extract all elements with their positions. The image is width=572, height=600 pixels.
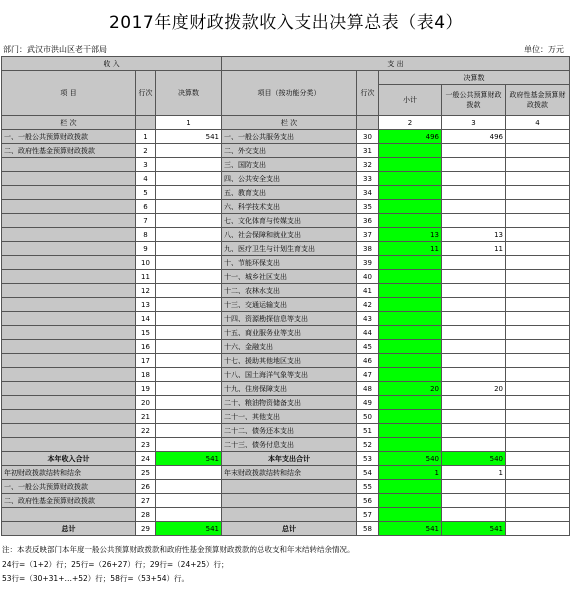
expense-fund-budget xyxy=(506,228,570,242)
expense-fund-budget xyxy=(506,354,570,368)
expense-general-budget: 13 xyxy=(442,228,506,242)
table-row xyxy=(2,144,570,158)
income-item xyxy=(2,298,136,312)
income-total-label: 本年收入合计 xyxy=(2,452,136,466)
expense-subtotal: 11 xyxy=(379,242,442,256)
table-row xyxy=(2,340,570,354)
expense-line-no: 37 xyxy=(357,228,379,242)
income-amount xyxy=(156,242,222,256)
income-line-no: 18 xyxy=(136,368,156,382)
table-row xyxy=(2,200,570,214)
expense-subtotal xyxy=(379,298,442,312)
expense-fund-budget xyxy=(506,438,570,452)
expense-line-header: 行次 xyxy=(357,71,379,116)
expense-item: 十九、住房保障支出 xyxy=(222,382,357,396)
expense-line-no: 36 xyxy=(357,214,379,228)
table-row xyxy=(2,214,570,228)
income-line-no: 17 xyxy=(136,354,156,368)
table-row xyxy=(2,186,570,200)
expense-fund-budget xyxy=(506,396,570,410)
income-amount xyxy=(156,172,222,186)
expense-fund-budget xyxy=(506,200,570,214)
expense-subtotal xyxy=(379,172,442,186)
expense-subtotal xyxy=(379,424,442,438)
expense-fund-budget xyxy=(506,284,570,298)
income-item xyxy=(2,438,136,452)
expense-general-budget xyxy=(442,438,506,452)
report-title: 2017年度财政拨款收入支出决算总表（表4） xyxy=(108,13,464,33)
table-row xyxy=(2,480,570,494)
income-line-no: 27 xyxy=(136,494,156,508)
table-row xyxy=(2,424,570,438)
table-row xyxy=(2,326,570,340)
income-item xyxy=(2,354,136,368)
income-line-no: 14 xyxy=(136,312,156,326)
expense-line-no: 41 xyxy=(357,284,379,298)
table-row xyxy=(2,396,570,410)
expense-line-no: 52 xyxy=(357,438,379,452)
expense-general-budget xyxy=(442,298,506,312)
expense-subtotal xyxy=(379,410,442,424)
income-item xyxy=(2,424,136,438)
income-item: 一、一般公共预算财政拨款 xyxy=(2,130,136,144)
income-item: 年初财政拨款结转和结余 xyxy=(2,466,136,480)
income-amount xyxy=(156,214,222,228)
expense-general-budget xyxy=(442,172,506,186)
expense-fund-budget xyxy=(506,424,570,438)
expense-line-no: 35 xyxy=(357,200,379,214)
expense-subtotal xyxy=(379,494,442,508)
expense-item xyxy=(222,480,357,494)
expense-fund-budget xyxy=(506,256,570,270)
expense-header: 支 出 xyxy=(222,57,570,71)
expense-item: 十一、城乡社区支出 xyxy=(222,270,357,284)
expense-general-budget xyxy=(442,214,506,228)
grand-total-line-no: 58 xyxy=(357,522,379,536)
expense-fund-budget xyxy=(506,130,570,144)
expense-general-budget xyxy=(442,270,506,284)
income-line-no: 5 xyxy=(136,186,156,200)
income-amount xyxy=(156,158,222,172)
expense-amount-header: 决算数 xyxy=(379,71,570,85)
income-line-no: 8 xyxy=(136,228,156,242)
expense-general-budget xyxy=(442,494,506,508)
expense-subtotal: 20 xyxy=(379,382,442,396)
table-row xyxy=(2,368,570,382)
expense-subtotal xyxy=(379,284,442,298)
income-item xyxy=(2,284,136,298)
expense-general-budget xyxy=(442,186,506,200)
expense-fund-budget xyxy=(506,270,570,284)
income-amount xyxy=(156,368,222,382)
income-line-no: 20 xyxy=(136,396,156,410)
table-row xyxy=(2,228,570,242)
expense-general-budget: 20 xyxy=(442,382,506,396)
expense-item: 十四、资源勘探信息等支出 xyxy=(222,312,357,326)
expense-item: 八、社会保障和就业支出 xyxy=(222,228,357,242)
table-row xyxy=(2,298,570,312)
expense-item: 三、国防支出 xyxy=(222,158,357,172)
income-item xyxy=(2,242,136,256)
expense-item: 十七、援助其他地区支出 xyxy=(222,354,357,368)
expense-item: 年末财政拨款结转和结余 xyxy=(222,466,357,480)
income-amount xyxy=(156,228,222,242)
expense-general-budget xyxy=(442,256,506,270)
income-item xyxy=(2,158,136,172)
expense-item: 十五、商业服务业等支出 xyxy=(222,326,357,340)
subtotal-header: 小计 xyxy=(379,85,442,116)
expense-item: 一、一般公共服务支出 xyxy=(222,130,357,144)
grand-total-line-no: 29 xyxy=(136,522,156,536)
expense-subtotal xyxy=(379,368,442,382)
expense-item: 十六、金融支出 xyxy=(222,340,357,354)
income-amount xyxy=(156,186,222,200)
income-item xyxy=(2,214,136,228)
income-line-no: 10 xyxy=(136,256,156,270)
column-index-1: 1 xyxy=(156,116,222,130)
expense-line-no: 56 xyxy=(357,494,379,508)
income-amount xyxy=(156,480,222,494)
expense-fund-budget xyxy=(506,508,570,522)
expense-fund-budget xyxy=(506,382,570,396)
expense-total-general-budget: 540 xyxy=(442,452,506,466)
income-line-no: 7 xyxy=(136,214,156,228)
expense-total-label: 本年支出合计 xyxy=(222,452,357,466)
expense-subtotal: 1 xyxy=(379,466,442,480)
expense-general-budget xyxy=(442,368,506,382)
expense-general-budget xyxy=(442,144,506,158)
income-item xyxy=(2,186,136,200)
grand-total-fund-budget xyxy=(506,522,570,536)
expense-subtotal xyxy=(379,214,442,228)
income-item xyxy=(2,410,136,424)
unit-label: 单位：万元 xyxy=(524,45,564,54)
expense-item: 二十一、其他支出 xyxy=(222,410,357,424)
expense-fund-budget xyxy=(506,144,570,158)
expense-line-no: 48 xyxy=(357,382,379,396)
income-amount xyxy=(156,270,222,284)
expense-fund-budget xyxy=(506,172,570,186)
income-line-no: 16 xyxy=(136,340,156,354)
income-line-no: 2 xyxy=(136,144,156,158)
income-amount-header: 决算数 xyxy=(156,71,222,116)
expense-line-no: 51 xyxy=(357,424,379,438)
income-amount xyxy=(156,200,222,214)
expense-line-no: 50 xyxy=(357,410,379,424)
expense-fund-budget xyxy=(506,410,570,424)
income-amount: 541 xyxy=(156,130,222,144)
expense-subtotal: 13 xyxy=(379,228,442,242)
expense-item: 十二、农林水支出 xyxy=(222,284,357,298)
income-line-no: 21 xyxy=(136,410,156,424)
income-line-no: 1 xyxy=(136,130,156,144)
expense-general-budget xyxy=(442,480,506,494)
expense-line-no: 38 xyxy=(357,242,379,256)
income-item xyxy=(2,368,136,382)
expense-item: 十八、国土海洋气象等支出 xyxy=(222,368,357,382)
grand-total-subtotal: 541 xyxy=(379,522,442,536)
expense-item-header: 项目（按功能分类） xyxy=(222,71,357,116)
general-budget-header: 一般公共预算财政拨款 xyxy=(442,85,506,116)
expense-line-no: 40 xyxy=(357,270,379,284)
table-row xyxy=(2,382,570,396)
expense-fund-budget xyxy=(506,494,570,508)
expense-fund-budget xyxy=(506,480,570,494)
expense-subtotal xyxy=(379,438,442,452)
expense-line-no: 54 xyxy=(357,466,379,480)
footnote: 53行=（30+31+…+52）行；58行=（53+54）行。 xyxy=(2,574,190,583)
income-line-no: 13 xyxy=(136,298,156,312)
table-row xyxy=(2,130,570,144)
income-item xyxy=(2,256,136,270)
expense-item: 十、节能环保支出 xyxy=(222,256,357,270)
expense-general-budget: 496 xyxy=(442,130,506,144)
expense-subtotal xyxy=(379,256,442,270)
income-item xyxy=(2,382,136,396)
expense-general-budget xyxy=(442,312,506,326)
expense-subtotal xyxy=(379,396,442,410)
income-item: 一、一般公共预算财政拨款 xyxy=(2,480,136,494)
grand-total-general-budget: 541 xyxy=(442,522,506,536)
table-row xyxy=(2,158,570,172)
grand-total-row xyxy=(2,522,570,536)
income-line-no: 9 xyxy=(136,242,156,256)
expense-item: 九、医疗卫生与计划生育支出 xyxy=(222,242,357,256)
income-line-no: 11 xyxy=(136,270,156,284)
expense-line-no: 31 xyxy=(357,144,379,158)
income-item: 二、政府性基金预算财政拨款 xyxy=(2,144,136,158)
expense-general-budget xyxy=(442,284,506,298)
expense-fund-budget xyxy=(506,298,570,312)
income-item xyxy=(2,270,136,284)
expense-fund-budget xyxy=(506,368,570,382)
table-row xyxy=(2,410,570,424)
expense-item: 五、教育支出 xyxy=(222,186,357,200)
expense-fund-budget xyxy=(506,242,570,256)
department-label: 部门：武汉市洪山区老干部局 xyxy=(3,45,107,54)
column-index-label: 栏 次 xyxy=(2,116,136,130)
expense-item: 二十三、债务付息支出 xyxy=(222,438,357,452)
table-row xyxy=(2,270,570,284)
expense-general-budget xyxy=(442,326,506,340)
table-row xyxy=(2,312,570,326)
table-row xyxy=(2,172,570,186)
expense-line-no: 30 xyxy=(357,130,379,144)
column-index-2: 2 xyxy=(379,116,442,130)
expense-item: 十三、交通运输支出 xyxy=(222,298,357,312)
income-amount xyxy=(156,256,222,270)
income-line-no: 12 xyxy=(136,284,156,298)
income-amount xyxy=(156,340,222,354)
expense-fund-budget xyxy=(506,158,570,172)
column-index-3: 3 xyxy=(442,116,506,130)
grand-total-label: 总计 xyxy=(222,522,357,536)
income-amount xyxy=(156,410,222,424)
expense-fund-budget xyxy=(506,466,570,480)
income-line-no: 23 xyxy=(136,438,156,452)
expense-general-budget: 11 xyxy=(442,242,506,256)
column-index-4: 4 xyxy=(506,116,570,130)
income-line-no: 25 xyxy=(136,466,156,480)
expense-line-no: 49 xyxy=(357,396,379,410)
income-line-no: 19 xyxy=(136,382,156,396)
income-item-header: 项 目 xyxy=(2,71,136,116)
expense-general-budget xyxy=(442,200,506,214)
income-amount xyxy=(156,354,222,368)
expense-general-budget xyxy=(442,396,506,410)
income-total-amount: 541 xyxy=(156,452,222,466)
income-line-no: 22 xyxy=(136,424,156,438)
income-item xyxy=(2,172,136,186)
expense-general-budget xyxy=(442,410,506,424)
income-header: 收 入 xyxy=(2,57,222,71)
expense-line-no: 43 xyxy=(357,312,379,326)
income-item xyxy=(2,340,136,354)
income-total-line-no: 24 xyxy=(136,452,156,466)
income-line-no: 3 xyxy=(136,158,156,172)
income-item xyxy=(2,228,136,242)
income-item xyxy=(2,396,136,410)
expense-subtotal xyxy=(379,480,442,494)
expense-general-budget xyxy=(442,354,506,368)
expense-subtotal xyxy=(379,186,442,200)
income-amount xyxy=(156,326,222,340)
expense-line-no: 46 xyxy=(357,354,379,368)
income-item xyxy=(2,200,136,214)
income-amount xyxy=(156,312,222,326)
expense-total-fund-budget xyxy=(506,452,570,466)
expense-item xyxy=(222,494,357,508)
expense-general-budget xyxy=(442,424,506,438)
fund-budget-header: 政府性基金预算财政拨款 xyxy=(506,85,570,116)
income-item xyxy=(2,312,136,326)
income-line-no: 4 xyxy=(136,172,156,186)
expense-general-budget xyxy=(442,158,506,172)
table-row xyxy=(2,438,570,452)
income-item xyxy=(2,508,136,522)
expense-line-no: 45 xyxy=(357,340,379,354)
expense-line-no: 42 xyxy=(357,298,379,312)
grand-total-label: 总计 xyxy=(2,522,136,536)
grand-total-income: 541 xyxy=(156,522,222,536)
expense-subtotal xyxy=(379,270,442,284)
expense-fund-budget xyxy=(506,186,570,200)
expense-general-budget: 1 xyxy=(442,466,506,480)
income-amount xyxy=(156,424,222,438)
table-row xyxy=(2,242,570,256)
table-row xyxy=(2,256,570,270)
expense-general-budget xyxy=(442,508,506,522)
expense-item: 二十二、债务还本支出 xyxy=(222,424,357,438)
expense-subtotal xyxy=(379,354,442,368)
expense-item xyxy=(222,508,357,522)
expense-line-no: 47 xyxy=(357,368,379,382)
totals-row xyxy=(2,452,570,466)
expense-line-no: 55 xyxy=(357,480,379,494)
expense-subtotal xyxy=(379,200,442,214)
expense-subtotal xyxy=(379,312,442,326)
table-row xyxy=(2,466,570,480)
expense-general-budget xyxy=(442,340,506,354)
expense-subtotal xyxy=(379,326,442,340)
income-item: 二、政府性基金预算财政拨款 xyxy=(2,494,136,508)
table-row xyxy=(2,508,570,522)
expense-line-no: 44 xyxy=(357,326,379,340)
expense-fund-budget xyxy=(506,326,570,340)
expense-subtotal xyxy=(379,158,442,172)
expense-total-subtotal: 540 xyxy=(379,452,442,466)
expense-total-line-no: 53 xyxy=(357,452,379,466)
expense-item: 二十、粮油物资储备支出 xyxy=(222,396,357,410)
expense-line-no: 57 xyxy=(357,508,379,522)
expense-subtotal xyxy=(379,340,442,354)
expense-subtotal xyxy=(379,508,442,522)
footnotes xyxy=(2,543,355,587)
expense-line-no: 33 xyxy=(357,172,379,186)
income-line-no: 28 xyxy=(136,508,156,522)
income-line-no: 6 xyxy=(136,200,156,214)
expense-fund-budget xyxy=(506,312,570,326)
footnote: 24行=（1+2）行；25行=（26+27）行；29行=（24+25）行； xyxy=(2,559,229,569)
expense-subtotal: 496 xyxy=(379,130,442,144)
expense-item: 二、外交支出 xyxy=(222,144,357,158)
income-amount xyxy=(156,298,222,312)
column-index-label: 栏 次 xyxy=(222,116,357,130)
income-amount xyxy=(156,494,222,508)
income-line-no: 26 xyxy=(136,480,156,494)
income-amount xyxy=(156,144,222,158)
income-amount xyxy=(156,508,222,522)
income-item xyxy=(2,326,136,340)
income-amount xyxy=(156,438,222,452)
income-amount xyxy=(156,382,222,396)
expense-line-no: 39 xyxy=(357,256,379,270)
expense-line-no: 32 xyxy=(357,158,379,172)
expense-line-no: 34 xyxy=(357,186,379,200)
income-line-no: 15 xyxy=(136,326,156,340)
income-amount xyxy=(156,466,222,480)
income-line-header: 行次 xyxy=(136,71,156,116)
expense-item: 七、文化体育与传媒支出 xyxy=(222,214,357,228)
income-amount xyxy=(156,284,222,298)
expense-subtotal xyxy=(379,144,442,158)
footnote: 注：本表反映部门本年度一般公共预算财政拨款和政府性基金预算财政拨款的总收支和年末结转结余情况。 xyxy=(2,545,355,554)
expense-fund-budget xyxy=(506,214,570,228)
income-amount xyxy=(156,396,222,410)
table-row xyxy=(2,354,570,368)
expense-item: 六、科学技术支出 xyxy=(222,200,357,214)
budget-table xyxy=(1,56,570,536)
expense-fund-budget xyxy=(506,340,570,354)
table-row xyxy=(2,494,570,508)
expense-item: 四、公共安全支出 xyxy=(222,172,357,186)
table-row xyxy=(2,284,570,298)
